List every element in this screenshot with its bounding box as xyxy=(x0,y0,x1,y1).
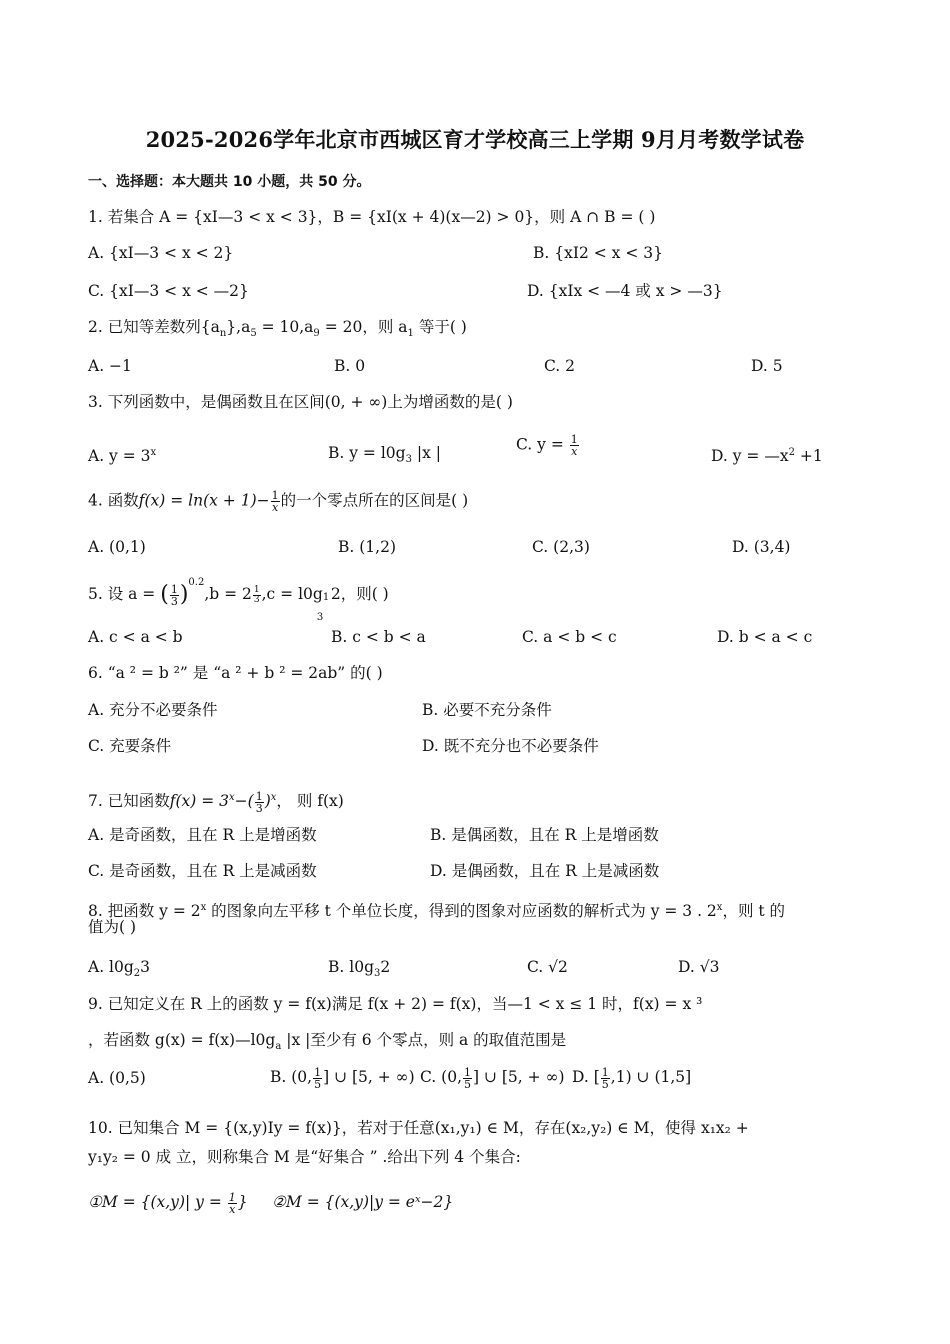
question-1-stem: 1. 若集合 A = {xI—3 < x < 3}，B = {xI(x + 4)(x—2) > 0}，则 A ∩ B = ( ) xyxy=(88,208,656,226)
q9-option-a: A. (0,5) xyxy=(88,1069,146,1087)
q4-option-d: D. (3,4) xyxy=(732,538,791,556)
q6-option-a: A. 充分不必要条件 xyxy=(88,701,218,719)
q9-option-c: C. (0, $\frac{1}{5}$ ] ∪ [5, + ∞) xyxy=(420,1065,565,1091)
question-10-stem-line-1: 10. 已知集合 M = {(x,y)Iy = f(x)}，若对于任意(x₁,y₁) ∈ M，存在(x₂,y₂) ∈ M，使得 x₁x₂ + xyxy=(88,1119,749,1137)
q9-option-b: B. (0, $\frac{1}{5}$ ] ∪ [5, + ∞) xyxy=(270,1065,415,1091)
q1-option-c: C. {xI—3 < x < —2} xyxy=(88,282,249,300)
q3-option-a: A. $y = 3^x$ xyxy=(88,447,157,466)
q10-set-1: ①M = {(x,y)| y = $\frac{1}{x}$ } xyxy=(88,1190,248,1216)
q7-option-a: A. 是奇函数，且在 R 上是增函数 xyxy=(88,826,317,844)
q10-set-2: ②M = {(x,y)|y = eˣ−2} xyxy=(272,1193,454,1211)
q8-option-b: B. $l0g_32$ xyxy=(328,958,391,980)
q5-option-c: C. a < b < c xyxy=(522,628,617,646)
q6-option-d: D. 既不充分也不必要条件 xyxy=(422,737,599,755)
question-9-stem-line-1: 9. 已知定义在 R 上的函数 y = f(x)满足 f(x + 2) = f(x)，当—1 < x ≤ 1 时，f(x) = x ³ xyxy=(88,995,703,1013)
q8-option-a: A. $l0g_23$ xyxy=(88,958,151,980)
q2-option-c: C. 2 xyxy=(544,357,576,375)
q1-option-d: D. {xIx < —4 或 x > —3} xyxy=(527,282,723,300)
question-6-stem: 6. “a ² = b ²” 是 “a ² + b ² = 2ab” 的( ) xyxy=(88,664,383,682)
question-8-stem-line-2: 值为( ) xyxy=(88,918,137,936)
q5-option-b: B. c < b < a xyxy=(331,628,426,646)
q7-option-b: B. 是偶函数，且在 R 上是增函数 xyxy=(430,826,659,844)
q1-option-a: A. {xI—3 < x < 2} xyxy=(88,244,234,262)
question-9-stem-line-2: ，若函数 $g(x) = f(x)—l0g_a$ |x |至少有 6 个零点，则 a 的取值范围是 xyxy=(88,1031,567,1053)
q4-option-c: C. (2,3) xyxy=(532,538,590,556)
question-2-stem: 2. 已知等差数列$\{a_n\},a_5 = 10,a_9 = 20$，则 $a_1$ 等于( ) xyxy=(88,318,467,340)
q3-option-b: B. $y = l0g_3$ |x | xyxy=(328,444,442,466)
q4-option-b: B. (1,2) xyxy=(338,538,396,556)
q2-option-a: A. −1 xyxy=(88,357,132,375)
q8-option-d: D. √3 xyxy=(678,958,720,976)
q3-option-d: D. $y = —x^2 +1$ xyxy=(711,447,823,466)
q8-option-c: C. √2 xyxy=(527,958,568,976)
q7-option-d: D. 是偶函数，且在 R 上是减函数 xyxy=(430,862,660,880)
q3-option-c: C. y = $\frac{1}{x}$ xyxy=(516,433,578,458)
q2-option-b: B. 0 xyxy=(334,357,366,375)
q5-option-d: D. b < a < c xyxy=(717,628,813,646)
question-10-stem-line-2: y₁y₂ = 0 成 立，则称集合 M 是“好集合 ” .给出下列 4 个集合: xyxy=(88,1148,521,1166)
q5-option-a: A. c < a < b xyxy=(88,628,183,646)
q7-option-c: C. 是奇函数，且在 R 上是减函数 xyxy=(88,862,317,880)
question-7-stem: 7. 已知函数$f(x) = 3^x-$( $\frac{1}{3}$ )$^x$， 则 f(x) xyxy=(88,789,344,815)
question-5-stem: 5. 设 a = ( $\frac{1}{3}$ )$^{0.2}$,b = 2 $\frac{1}{3}$ ,c = l0g 1 3 2，则( ) xyxy=(88,577,389,624)
q4-option-a: A. (0,1) xyxy=(88,538,146,556)
q2-option-d: D. 5 xyxy=(751,357,783,375)
page-title: 2025-2026学年北京市西城区育才学校高三上学期 9月月考数学试卷 xyxy=(145,127,805,152)
section-header: 一、选择题：本大题共 10 小题，共 50 分。 xyxy=(88,174,371,190)
question-4-stem: 4. 函数f(x) = ln(x + 1)− $\frac{1}{x}$ 的一个零点所在的区间是( ) xyxy=(88,489,469,514)
question-8-stem-line-1: 8. 把函数 $y = 2^x$ 的图象向左平移 t 个单位长度，得到的图象对应函数的解析式为 y = 3 . 2$^x$，则 t 的 xyxy=(88,902,786,921)
question-3-stem: 3. 下列函数中，是偶函数且在区间(0, + ∞)上为增函数的是( ) xyxy=(88,393,513,411)
q6-option-b: B. 必要不充分条件 xyxy=(422,701,552,719)
q9-option-d: D. [ $\frac{1}{5}$ ,1) ∪ (1,5] xyxy=(572,1065,692,1091)
q1-option-b: B. {xI2 < x < 3} xyxy=(533,244,663,262)
q6-option-c: C. 充要条件 xyxy=(88,737,172,755)
